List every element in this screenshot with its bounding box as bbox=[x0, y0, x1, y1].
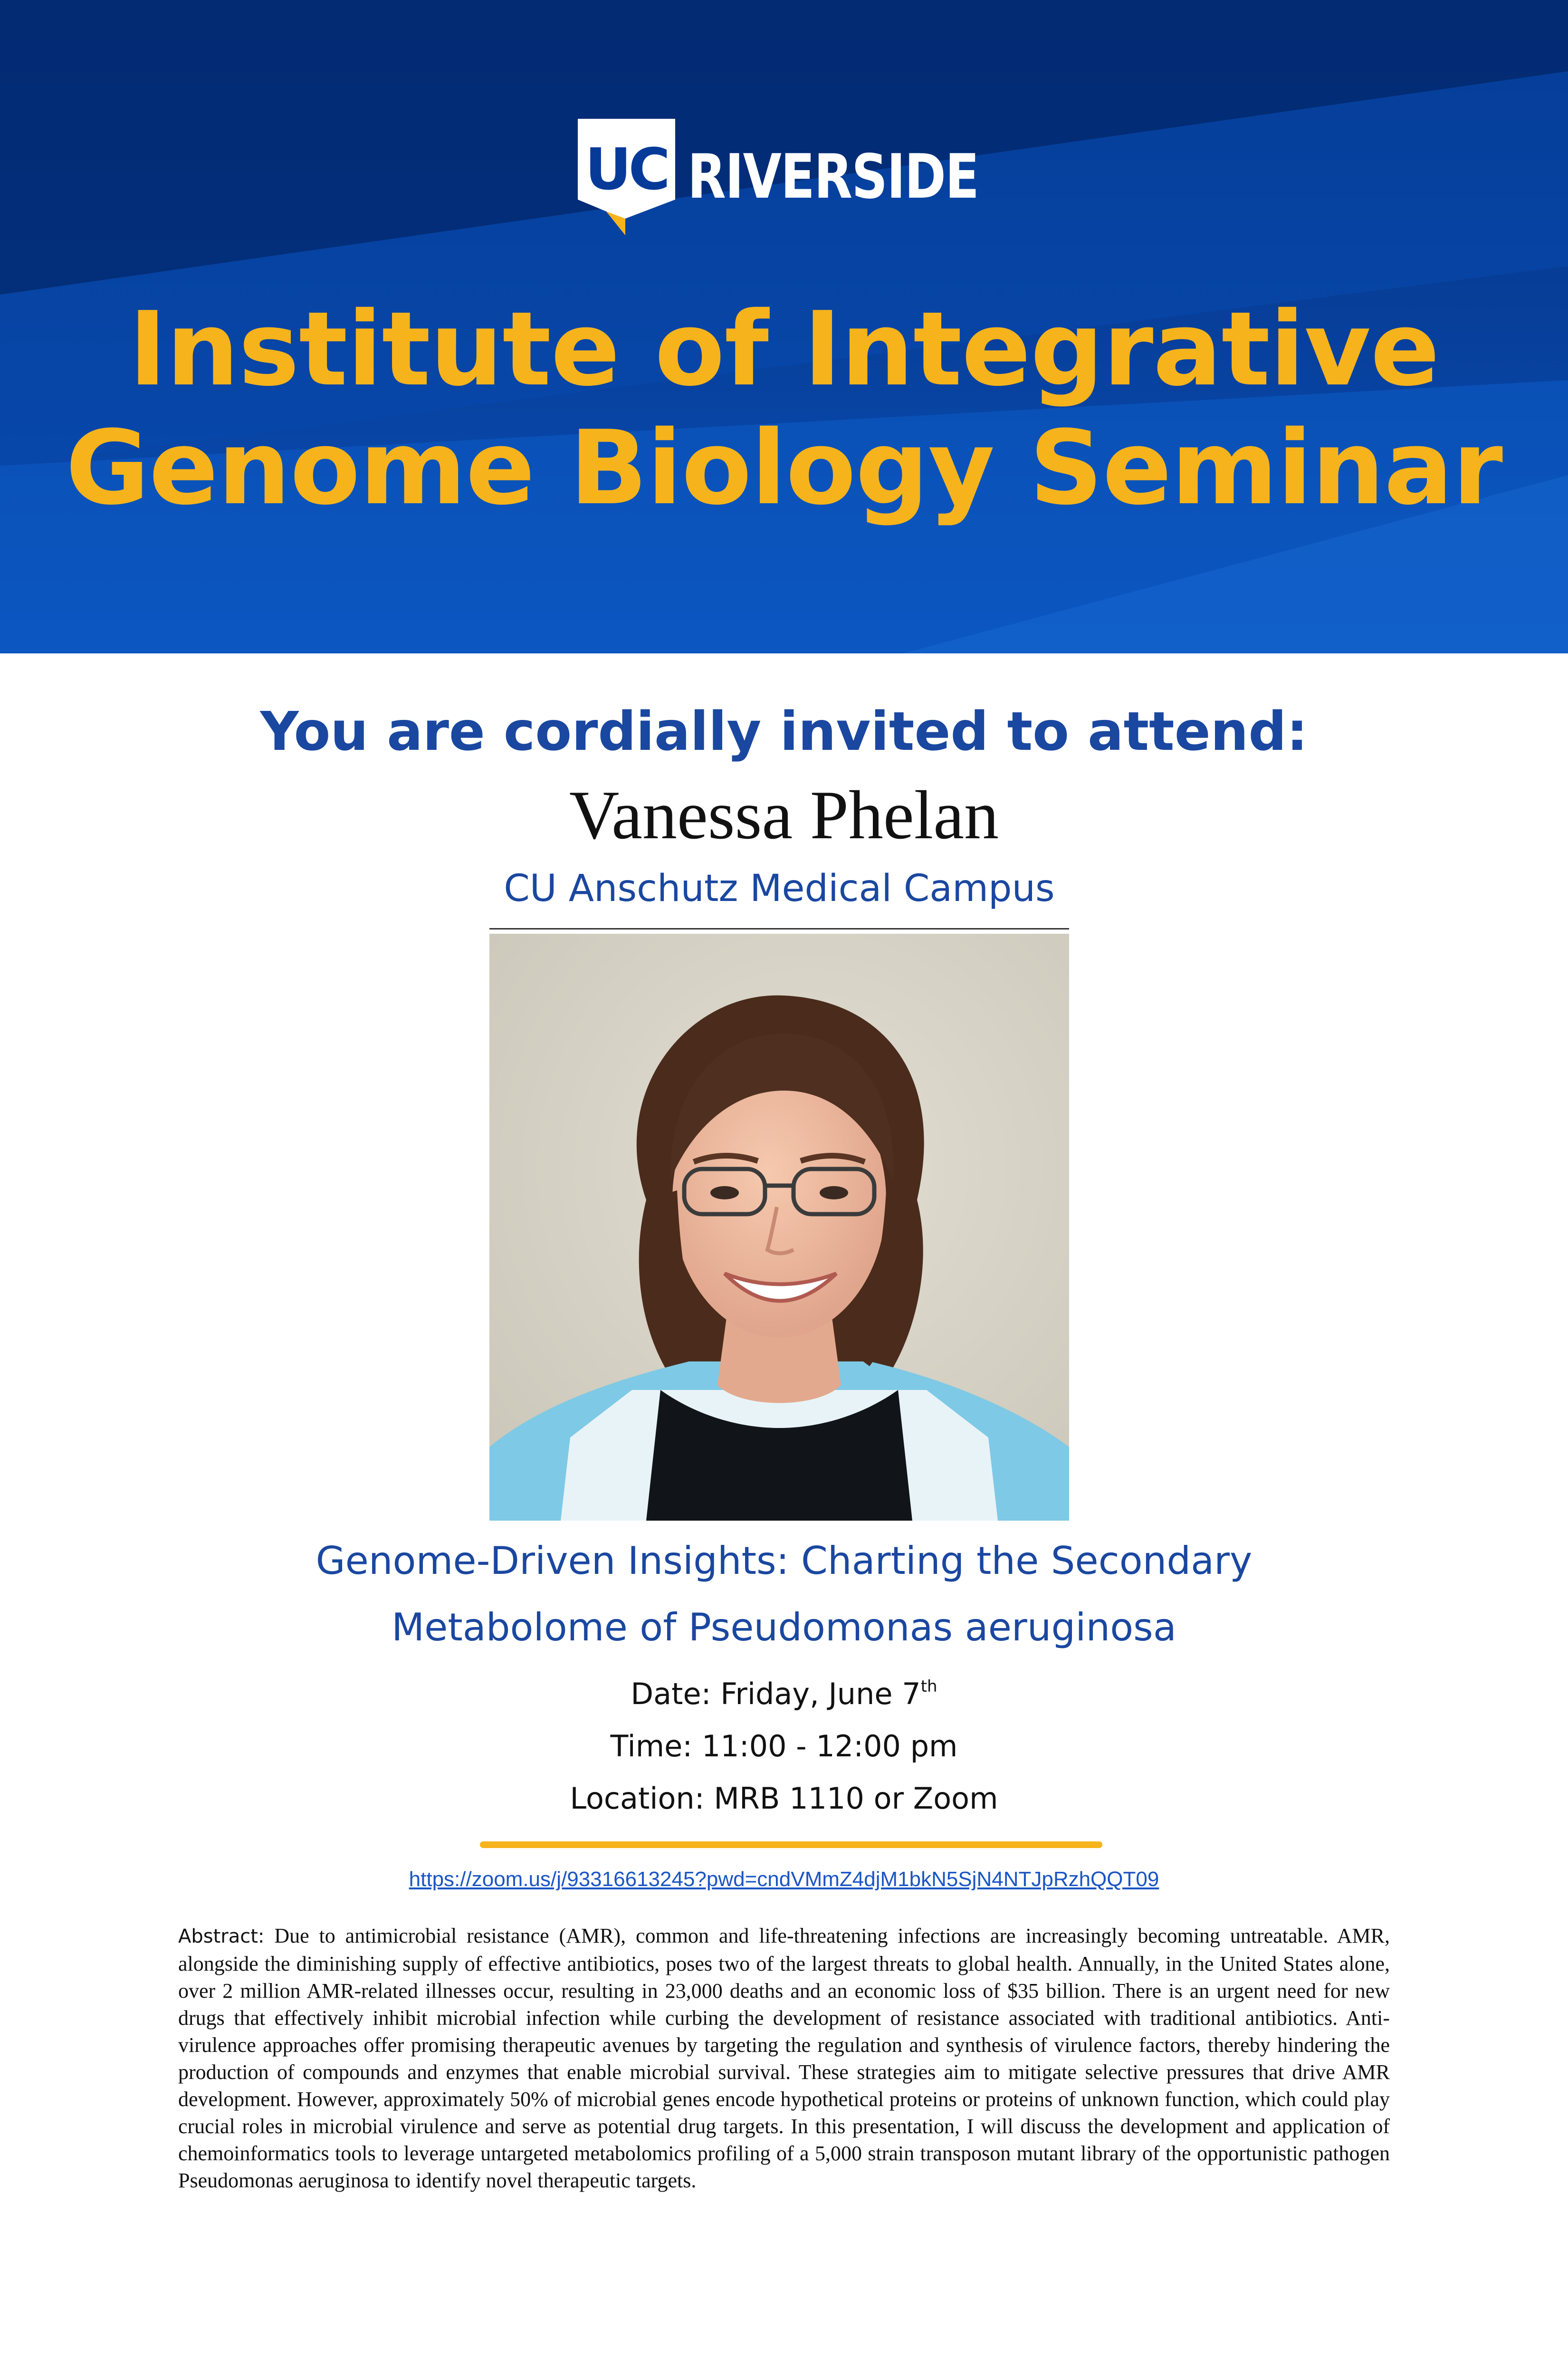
speaker-name: Vanessa Phelan bbox=[569, 776, 999, 853]
invitation-heading: You are cordially invited to attend: bbox=[260, 701, 1308, 763]
seminar-title bbox=[0, 290, 1568, 527]
speaker-photo bbox=[489, 934, 1069, 1521]
event-location: Location: MRB 1110 or Zoom bbox=[570, 1781, 998, 1816]
event-date-text: Date: Friday, June 7 bbox=[631, 1677, 921, 1711]
riverside-wordmark: RIVERSIDE bbox=[688, 141, 979, 212]
header-banner bbox=[0, 0, 1568, 653]
event-time: Time: 11:00 - 12:00 pm bbox=[610, 1729, 958, 1763]
abstract bbox=[178, 1922, 1390, 2194]
speaker-portrait-image bbox=[489, 934, 1069, 1521]
talk-title bbox=[0, 1528, 1568, 1661]
seminar-title-line2: Genome Biology Seminar bbox=[66, 408, 1502, 527]
abstract-text: Due to antimicrobial resistance (AMR), common and life-threatening infections are increasingly becoming untreatable. AMR, alongside the diminishing supply of effective antibiotics, poses two of the largest threats to global health. Annually, in the United States alone, over 2 million AMR-related illnesses occur, resulting in 23,000 deaths and an economic loss of $35 billion. There is an urgent need for new drugs that effectively inhibit microbial infection while curbing the development of resistance associated with traditional antibiotics. Anti-virulence approaches offer promising therapeutic avenues by targeting the regulation and synthesis of virulence factors, thereby hindering the production of compounds and enzymes that enable microbial survival. These strategies aim to mitigate selective pressures that drive AMR development. However, approximately 50% of microbial genes encode hypothetical proteins or proteins of unknown function, which could play crucial roles in microbial virulence and serve as potential drug targets. In this presentation, I will discuss the development and application of chemoinformatics tools to leverage untargeted metabolomics profiling of a 5,000 strain transposon mutant library of the opportunistic pathogen Pseudomonas aeruginosa to identify novel therapeutic targets. bbox=[178, 1924, 1390, 2192]
talk-title-line2: Metabolome of Pseudomonas aeruginosa bbox=[392, 1605, 1176, 1649]
uc-riverside-logo bbox=[0, 119, 1568, 235]
gold-divider bbox=[480, 1841, 1102, 1848]
abstract-label: Abstract: bbox=[178, 1926, 265, 1947]
speaker-affiliation: CU Anschutz Medical Campus bbox=[504, 867, 1055, 910]
event-date-suffix: th bbox=[920, 1677, 937, 1696]
event-date bbox=[0, 1668, 1568, 1720]
zoom-link[interactable]: https://zoom.us/j/93316613245?pwd=cndVMmZ4djM1bkN5SjN4NTJpRzhQQT09 bbox=[409, 1868, 1159, 1891]
talk-title-line1: Genome-Driven Insights: Charting the Secondary bbox=[316, 1539, 1252, 1583]
affiliation-divider bbox=[489, 928, 1069, 929]
seminar-title-line1: Institute of Integrative bbox=[129, 289, 1439, 409]
uc-shield-icon bbox=[578, 119, 675, 235]
event-details bbox=[0, 1668, 1568, 1825]
uc-letters: UC bbox=[585, 137, 668, 203]
